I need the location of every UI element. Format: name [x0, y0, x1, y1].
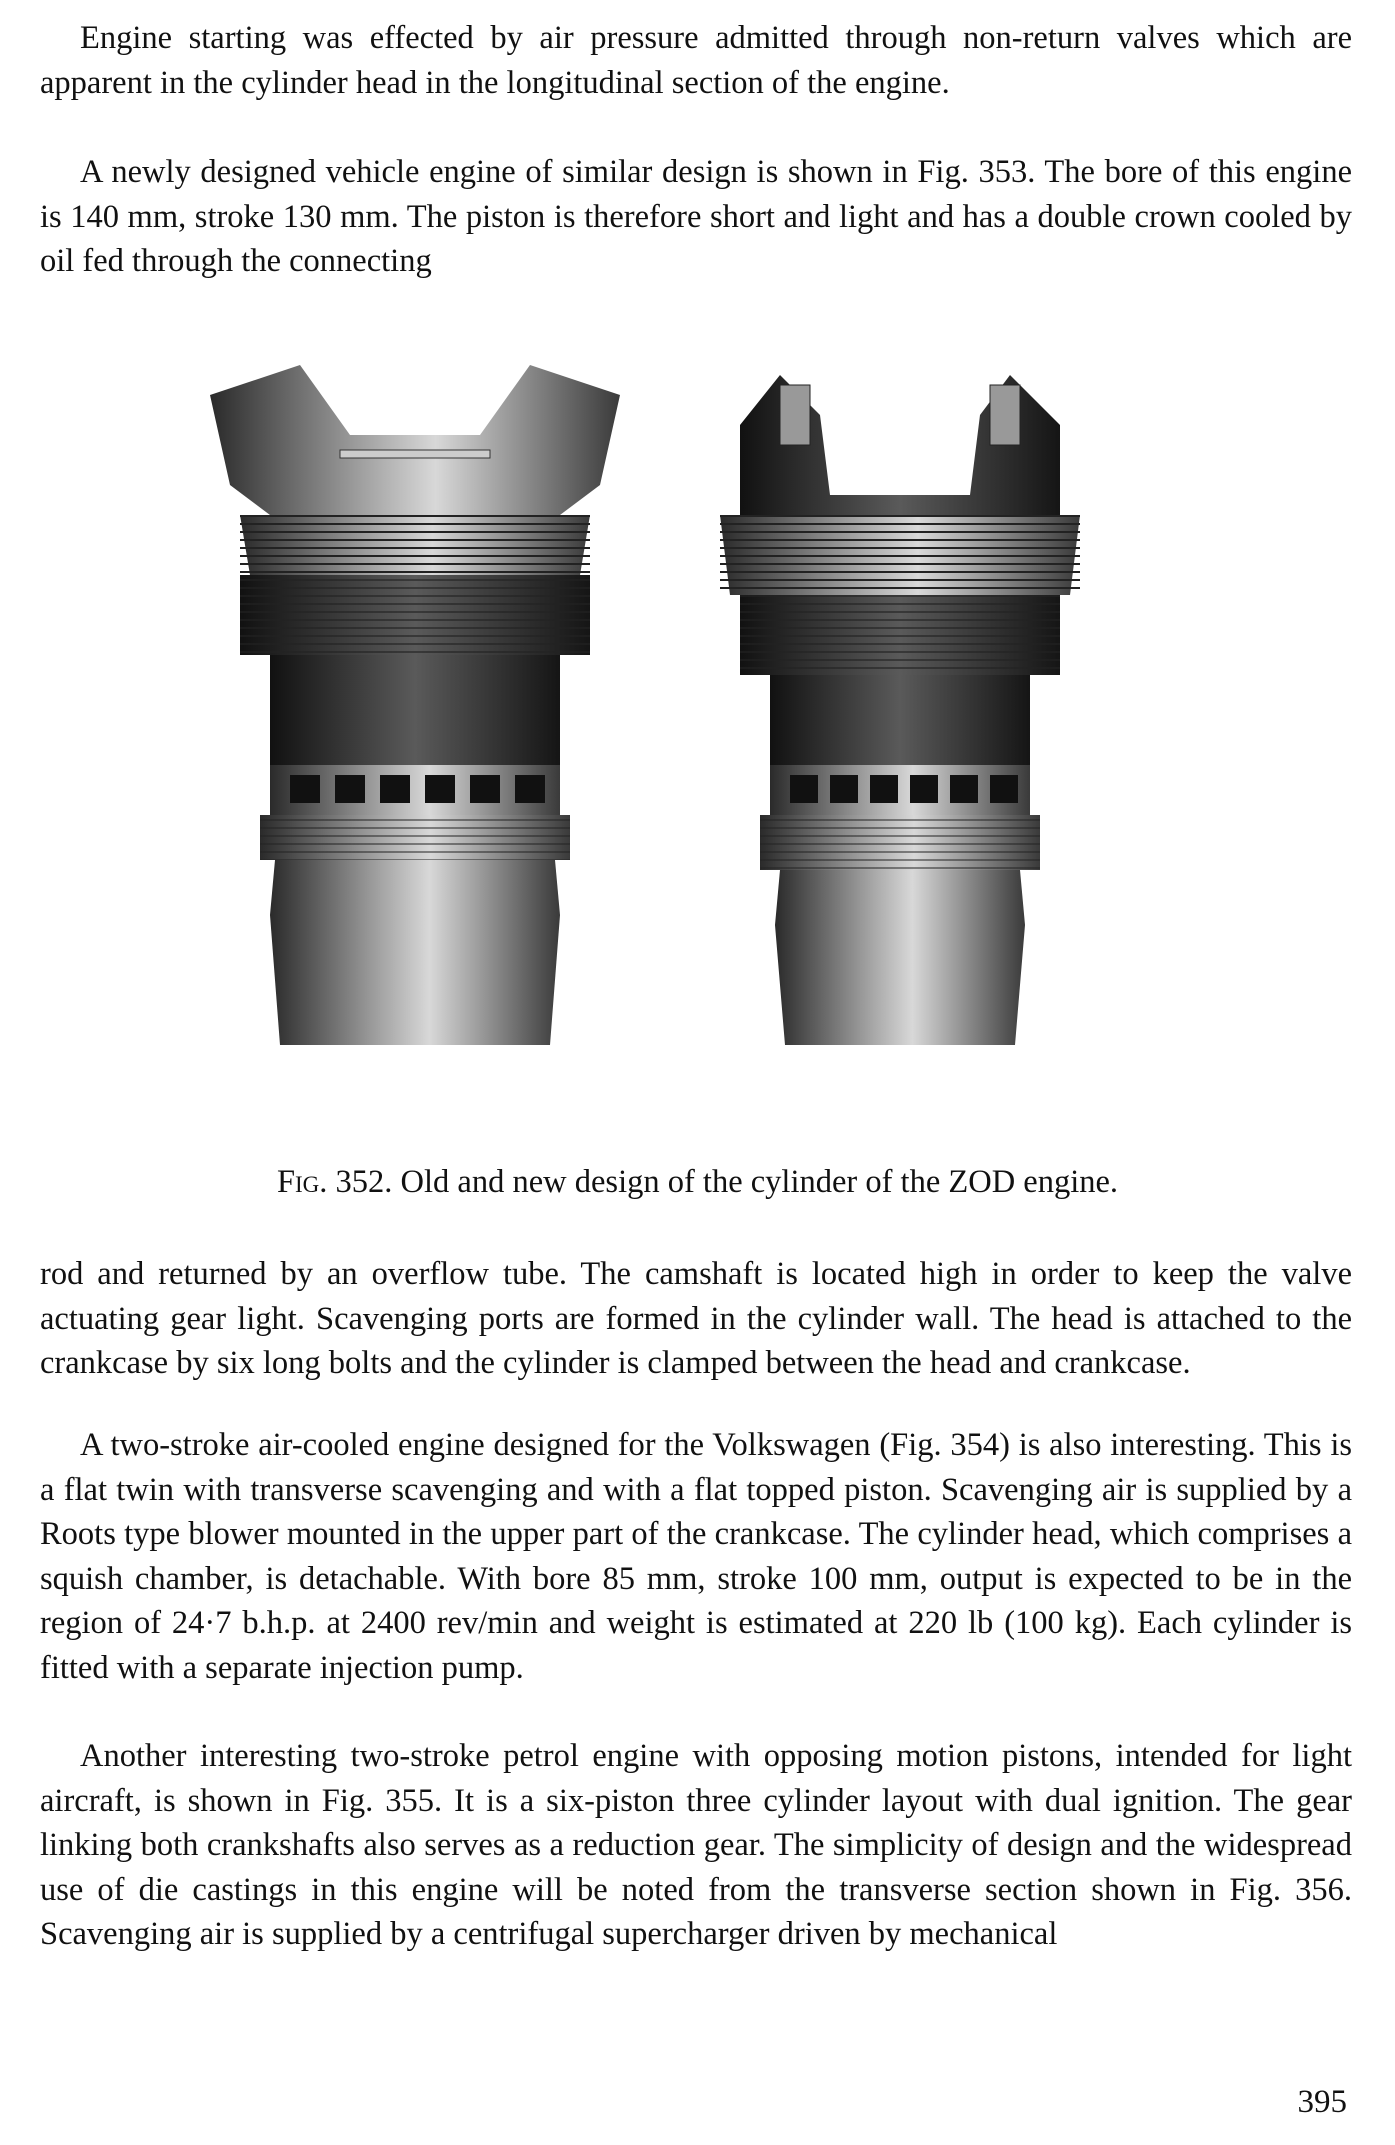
figure-label: Fig. 352. [276, 1164, 393, 1200]
page-number: 395 [1297, 2084, 1347, 2120]
cylinder-photos-illustration [180, 355, 1220, 1155]
figure-caption-text: Old and new design of the cylinder of the ZOD engine. [400, 1164, 1119, 1200]
paragraph-light-aircraft-engine [40, 1734, 1352, 1957]
figure-caption [0, 1160, 1395, 1204]
paragraph-text: Engine starting was effected by air pressure admitted through non-return valves which are apparent in the cylinder head in the longitudinal section of the engine. [40, 20, 1352, 101]
figure-cylinder-photos [180, 355, 1220, 1155]
old-cylinder-photo [210, 365, 620, 1045]
paragraph-text: A two-stroke air-cooled engine designed for the Volkswagen (Fig. 354) is also interesting. This is a flat twin with transverse scavenging and with a flat topped piston. Scavenging air is supplied by a Roots type blower mounted in the upper part of the crankcase. The cylinder head, which comprises a squish chamber, is detachable. With bore 85 mm, stroke 100 mm, output is expected to be in the region of 24·7 b.h.p. at 2400 rev/min and weight is estimated at 220 lb (100 kg). Each cylinder is fitted with a separate injection pump. [40, 1427, 1352, 1686]
paragraph-volkswagen-engine [40, 1423, 1352, 1690]
paragraph-text: A newly designed vehicle engine of similar design is shown in Fig. 353. The bore of this engine is 140 mm, stroke 130 mm. The piston is therefore short and light and has a double crown cooled by oil fed through the connecting [40, 154, 1352, 279]
new-cylinder-photo [720, 375, 1080, 1045]
paragraph-engine-starting [40, 16, 1352, 105]
paragraph-newly-designed-engine [40, 150, 1352, 284]
paragraph-camshaft [40, 1252, 1352, 1386]
paragraph-text: Another interesting two-stroke petrol engine with opposing motion pistons, intended for light aircraft, is shown in Fig. 355. It is a six-piston three cylinder layout with dual ignition. The gear linking both crankshafts also serves as a reduction gear. The simplicity of design and the widespread use of die castings in this engine will be noted from the transverse section shown in Fig. 356. Scavenging air is supplied by a centrifugal supercharger driven by mechanical [40, 1738, 1352, 1952]
paragraph-text: rod and returned by an overflow tube. The camshaft is located high in order to keep the valve actuating gear light. Scavenging ports are formed in the cylinder wall. The head is attached to the crankcase by six long bolts and the cylinder is clamped between the head and crankcase. [40, 1256, 1352, 1381]
